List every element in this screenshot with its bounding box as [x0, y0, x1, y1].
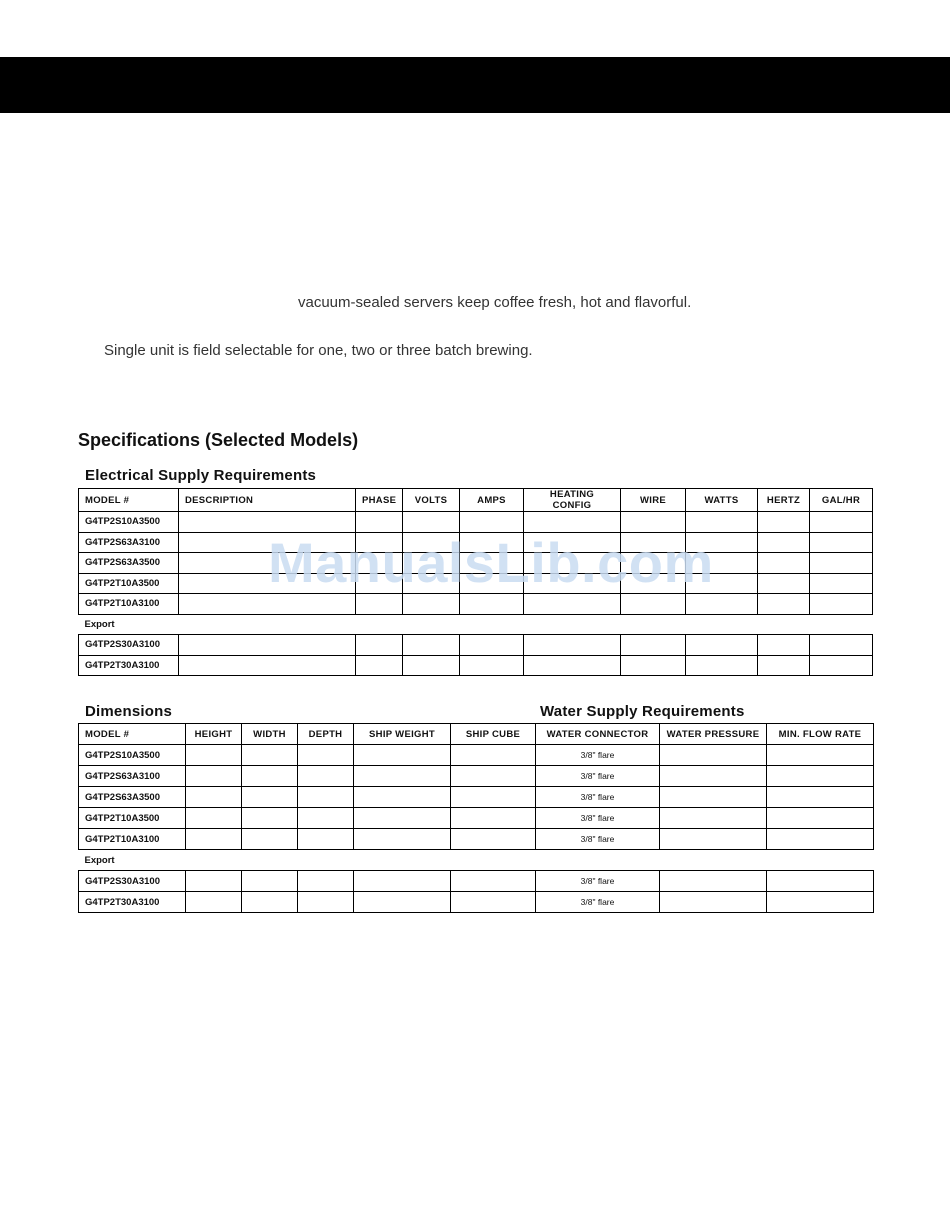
col-gal-hr: GAL/HR [810, 489, 873, 512]
model-cell: G4TP2S63A3100 [79, 766, 186, 787]
specifications-title: Specifications (Selected Models) [78, 430, 359, 450]
electrical-title: Electrical Supply Requirements [85, 467, 317, 484]
header-bar [0, 57, 950, 113]
table-row [79, 892, 874, 913]
intro-text-line-2: Single unit is field selectable for one, two or three batch brewing. [104, 342, 533, 359]
col-water-connector: WATER CONNECTOR [536, 724, 660, 745]
export-label: Export [84, 854, 115, 866]
col-model: MODEL # [79, 724, 186, 745]
dimensions-title: Dimensions [85, 703, 173, 720]
model-cell: G4TP2S63A3500 [79, 553, 179, 574]
col-heating-config: HEATING CONFIG [524, 489, 621, 512]
table-row [79, 594, 873, 615]
electrical-header-row [79, 489, 873, 512]
col-volts: VOLTS [403, 489, 460, 512]
table-row [79, 573, 873, 594]
col-ship-cube: SHIP CUBE [451, 724, 536, 745]
water-connector-cell: 3/8" flare [536, 892, 660, 913]
water-connector-cell: 3/8" flare [536, 766, 660, 787]
col-ship-weight: SHIP WEIGHT [354, 724, 451, 745]
col-watts: WATTS [686, 489, 758, 512]
export-label-row [79, 614, 873, 635]
table-row [79, 553, 873, 574]
water-connector-cell: 3/8" flare [536, 745, 660, 766]
dimensions-table [78, 723, 874, 913]
export-label-row [79, 850, 874, 871]
col-model: MODEL # [79, 489, 179, 512]
table-row [79, 766, 874, 787]
col-phase: PHASE [356, 489, 403, 512]
electrical-table [78, 488, 873, 676]
intro-text-line-1: vacuum-sealed servers keep coffee fresh, hot and flavorful. [298, 294, 692, 311]
table-row [79, 787, 874, 808]
model-cell: G4TP2T10A3100 [79, 594, 179, 615]
col-depth: DEPTH [298, 724, 354, 745]
water-connector-cell: 3/8" flare [536, 808, 660, 829]
col-description: DESCRIPTION [179, 489, 356, 512]
col-wire: WIRE [621, 489, 686, 512]
table-row [79, 532, 873, 553]
col-min-flow-rate: MIN. FLOW RATE [767, 724, 874, 745]
model-cell: G4TP2T30A3100 [79, 655, 179, 676]
model-cell: G4TP2T10A3500 [79, 808, 186, 829]
table-row [79, 512, 873, 533]
table-row [79, 635, 873, 656]
model-cell: G4TP2S10A3500 [79, 745, 186, 766]
table-row [79, 871, 874, 892]
model-cell: G4TP2S10A3500 [79, 512, 179, 533]
table-row [79, 808, 874, 829]
model-cell: G4TP2S63A3100 [79, 532, 179, 553]
col-amps: AMPS [460, 489, 524, 512]
model-cell: G4TP2S30A3100 [79, 871, 186, 892]
model-cell: G4TP2S30A3100 [79, 635, 179, 656]
col-hertz: HERTZ [758, 489, 810, 512]
watermark: ManualsLib.com [268, 531, 714, 594]
table-row [79, 829, 874, 850]
col-height: HEIGHT [186, 724, 242, 745]
dimensions-header-row [79, 724, 874, 745]
model-cell: G4TP2T30A3100 [79, 892, 186, 913]
water-connector-cell: 3/8" flare [536, 871, 660, 892]
table-row [79, 745, 874, 766]
model-cell: G4TP2T10A3500 [79, 573, 179, 594]
col-water-pressure: WATER PRESSURE [660, 724, 767, 745]
model-cell: G4TP2T10A3100 [79, 829, 186, 850]
water-connector-cell: 3/8" flare [536, 787, 660, 808]
export-label: Export [84, 618, 115, 630]
water-connector-cell: 3/8" flare [536, 829, 660, 850]
table-row [79, 655, 873, 676]
water-supply-title: Water Supply Requirements [540, 703, 745, 720]
col-width: WIDTH [242, 724, 298, 745]
model-cell: G4TP2S63A3500 [79, 787, 186, 808]
